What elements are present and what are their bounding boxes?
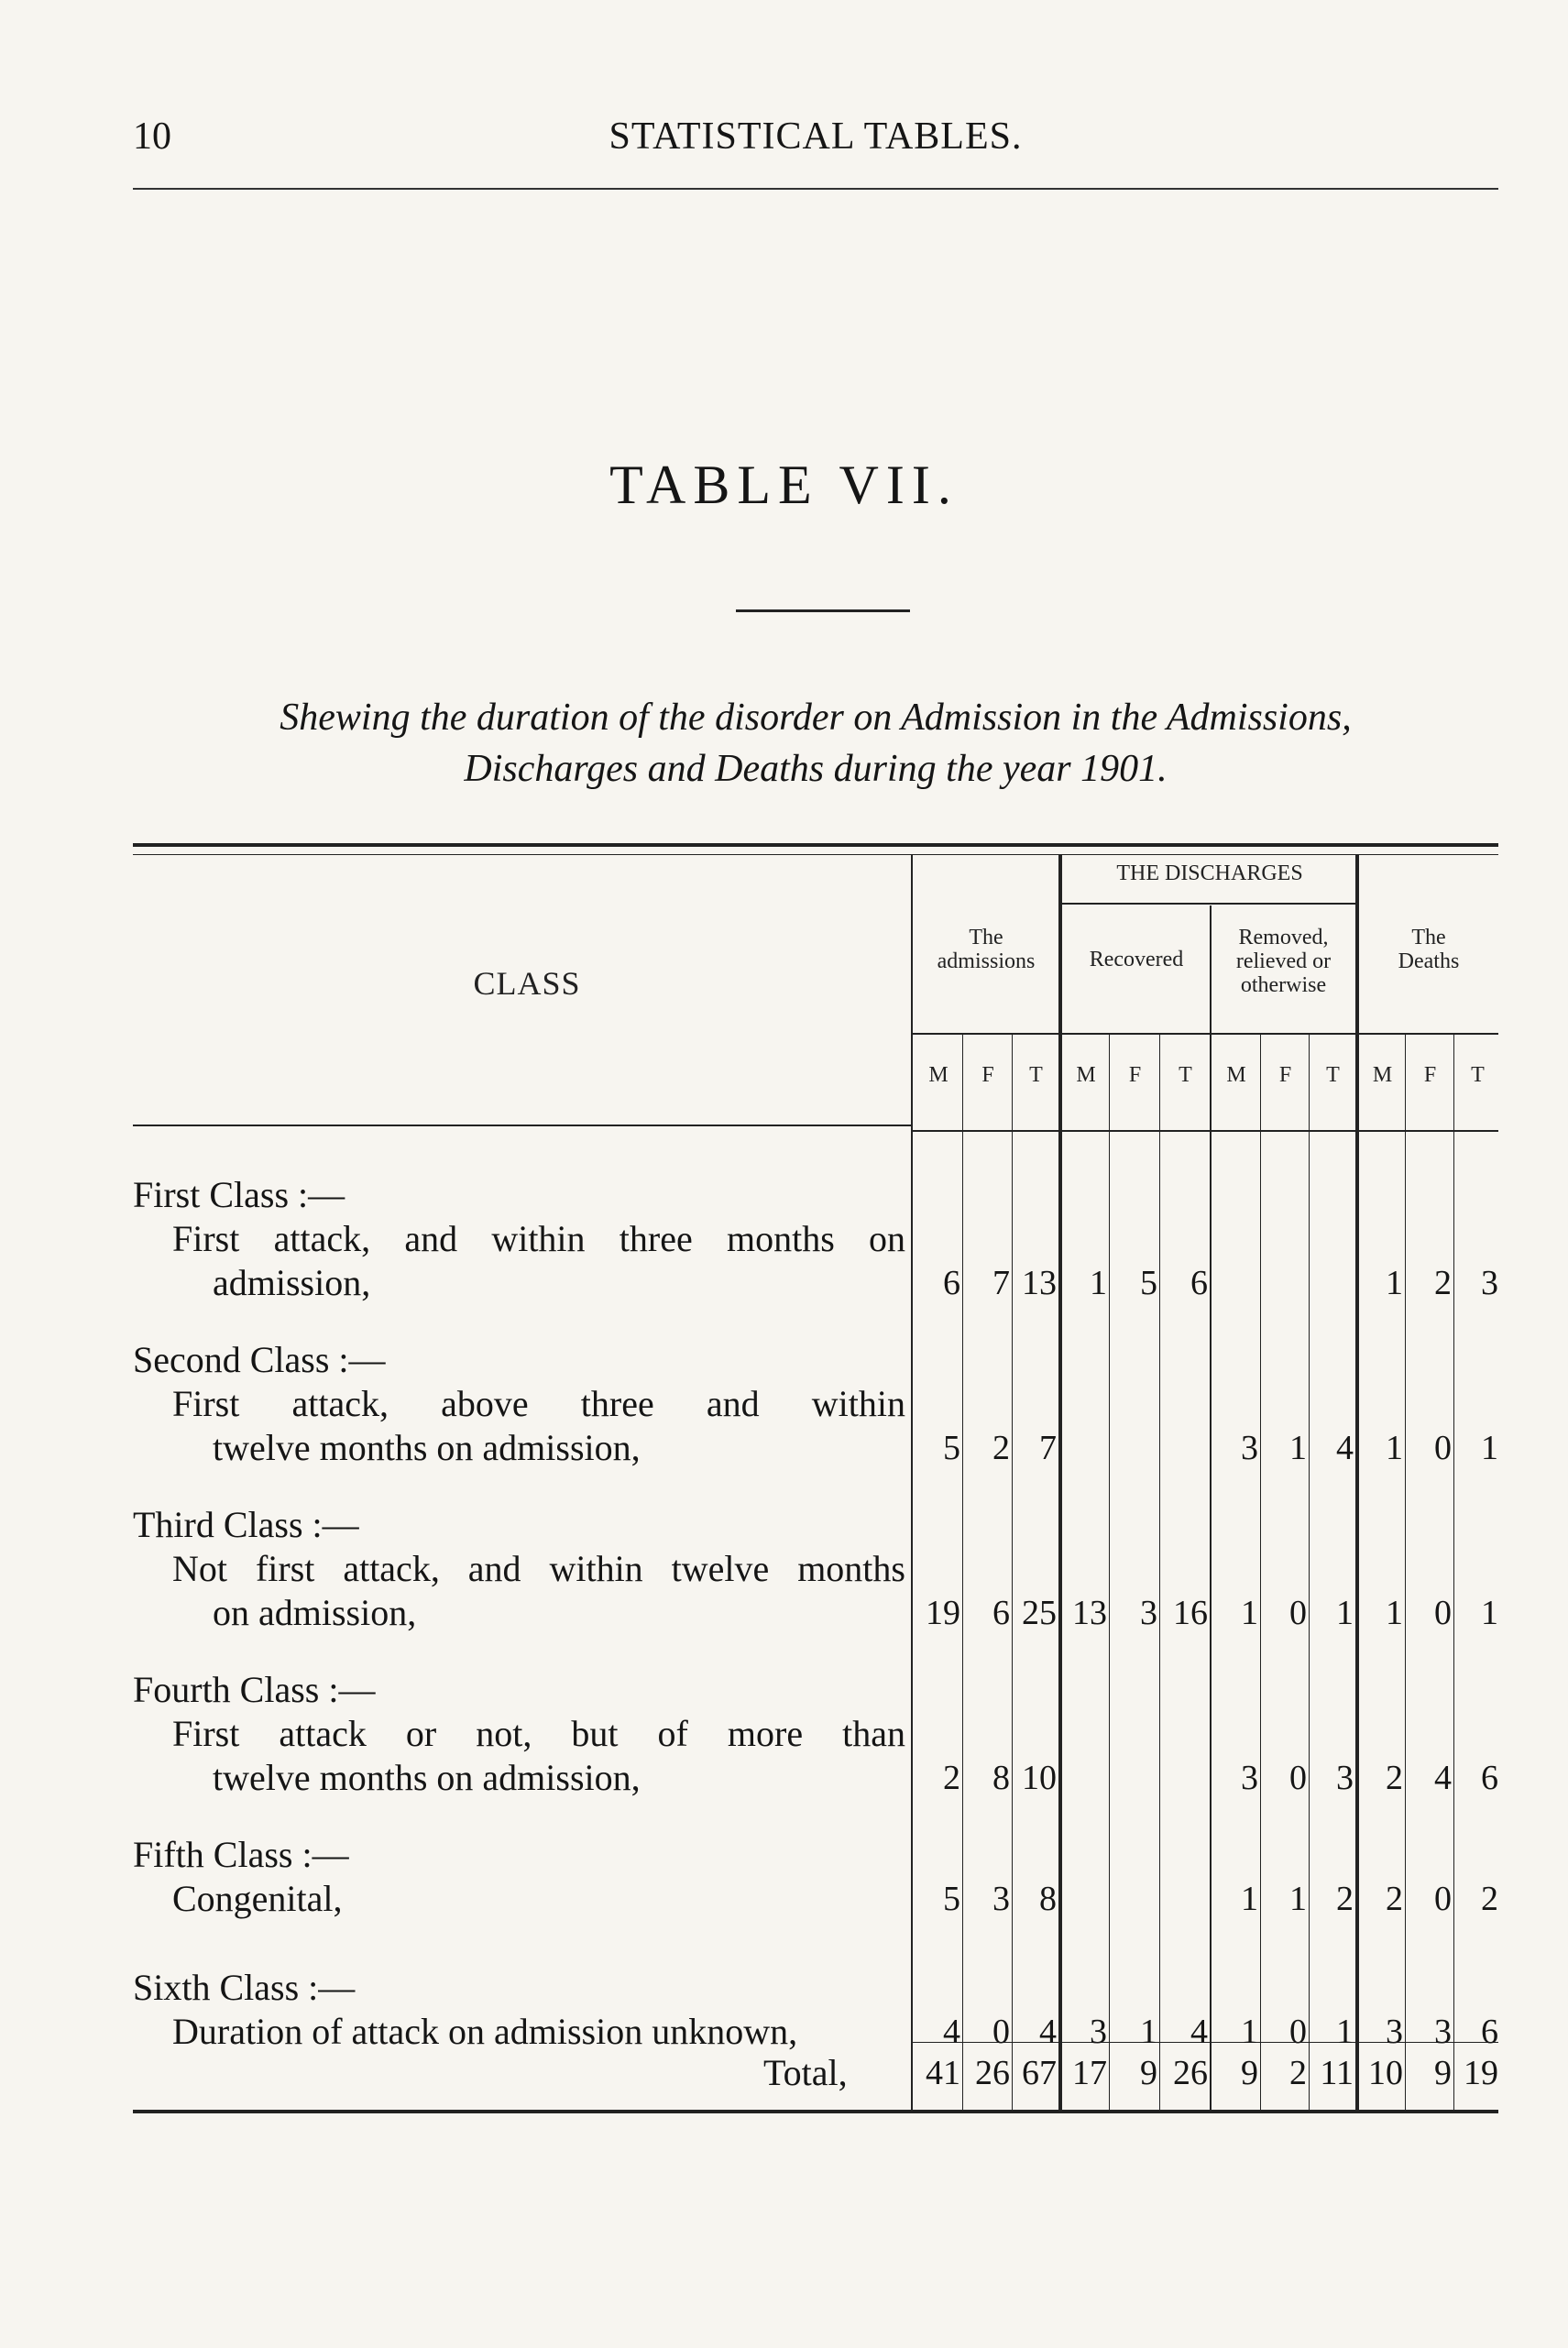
cell-rec-m: 1	[1090, 1264, 1107, 1302]
cell-dea-t: 1	[1481, 1594, 1498, 1632]
subheader-dea-f: F	[1423, 1063, 1437, 1087]
removed-header	[1212, 926, 1355, 997]
total-cell-rec-f: 9	[1140, 2054, 1157, 2092]
cell-dea-f: 0	[1434, 1429, 1452, 1467]
total-label: Total,	[763, 2052, 848, 2093]
caption-line-1: Shewing the duration of the disorder on Admission in the Admissions,	[280, 697, 1352, 739]
subheader-rem-f: F	[1278, 1063, 1292, 1087]
recovered-header: Recovered	[1089, 948, 1184, 971]
cell-dea-m: 3	[1386, 2013, 1403, 2051]
cell-rec-t: 6	[1190, 1264, 1208, 1302]
cell-adm-f: 0	[992, 2013, 1010, 2051]
cell-adm-t: 25	[1022, 1594, 1057, 1632]
col-rule-adm-m	[962, 1033, 963, 2110]
admissions-header-line-1: The	[969, 926, 1003, 949]
cell-adm-f: 6	[992, 1594, 1010, 1632]
row-description-line-1: Congenital,	[172, 1878, 343, 1919]
total-cell-rec-m: 17	[1072, 2054, 1107, 2092]
col-rule-rem-f	[1309, 1033, 1310, 2110]
admissions-header	[914, 926, 1058, 973]
row-description-line-1: Not first attack, and within twelve months	[172, 1548, 905, 1589]
total-cell-dea-t: 19	[1464, 2054, 1498, 2092]
cell-adm-m: 19	[926, 1594, 960, 1632]
table-bottom-rule	[133, 2110, 1498, 2113]
row-heading: Third Class :—	[133, 1504, 359, 1545]
deaths-header-line-2: Deaths	[1398, 949, 1460, 973]
total-cell-rem-t: 11	[1320, 2054, 1354, 2092]
cell-rem-m: 1	[1241, 1880, 1258, 1918]
row-description-line-1: Duration of attack on admission unknown,	[172, 2011, 798, 2052]
subheader-adm-f: F	[981, 1063, 994, 1087]
cell-adm-m: 5	[943, 1429, 960, 1467]
header-subrule	[912, 1033, 1498, 1035]
cell-rem-t: 2	[1336, 1880, 1354, 1918]
cell-dea-t: 6	[1481, 2013, 1498, 2051]
cell-rec-t: 4	[1190, 2013, 1208, 2051]
page-header	[133, 115, 1498, 170]
table-title: TABLE VII.	[609, 455, 959, 515]
col-rule-rec-m	[1109, 1033, 1110, 2110]
row-heading: Second Class :—	[133, 1339, 386, 1380]
deaths-header-line-1: The	[1411, 926, 1446, 949]
total-cell-rec-t: 26	[1173, 2054, 1208, 2092]
cell-rec-f: 5	[1140, 1264, 1157, 1302]
cell-rec-f: 1	[1140, 2013, 1157, 2051]
cell-rem-m: 3	[1241, 1429, 1258, 1467]
total-cell-dea-f: 9	[1434, 2054, 1452, 2092]
cell-rem-m: 1	[1241, 2013, 1258, 2051]
total-cell-adm-m: 41	[926, 2054, 960, 2092]
cell-dea-f: 3	[1434, 2013, 1452, 2051]
mft-underline	[912, 1130, 1498, 1132]
cell-rec-t: 16	[1173, 1594, 1208, 1632]
cell-rem-t: 3	[1336, 1759, 1354, 1797]
subheader-rec-t: T	[1179, 1063, 1192, 1087]
cell-rem-f: 1	[1289, 1880, 1307, 1918]
cell-dea-m: 1	[1386, 1264, 1403, 1302]
col-rule-discharges-left	[1058, 855, 1062, 2111]
cell-rem-f: 0	[1289, 1594, 1307, 1632]
admissions-header-line-2: admissions	[937, 949, 1036, 973]
row-heading: Sixth Class :—	[133, 1967, 356, 2008]
cell-dea-f: 2	[1434, 1264, 1452, 1302]
removed-header-line-1: Removed,	[1238, 926, 1329, 949]
cell-dea-t: 2	[1481, 1880, 1498, 1918]
cell-rem-t: 4	[1336, 1429, 1354, 1467]
subheader-rec-m: M	[1076, 1063, 1096, 1087]
class-column-header: CLASS	[473, 965, 581, 1002]
cell-rec-m: 13	[1072, 1594, 1107, 1632]
cell-dea-t: 6	[1481, 1759, 1498, 1797]
cell-dea-m: 1	[1386, 1429, 1403, 1467]
row-heading: Fourth Class :—	[133, 1669, 376, 1710]
cell-rem-t: 1	[1336, 1594, 1354, 1632]
removed-header-line-2: relieved or	[1235, 949, 1332, 973]
subheader-dea-m: M	[1372, 1063, 1393, 1087]
cell-rem-f: 0	[1289, 1759, 1307, 1797]
col-rule-deaths-left	[1355, 855, 1359, 2111]
row-description-line-2: twelve months on admission,	[213, 1757, 641, 1798]
cell-adm-f: 8	[992, 1759, 1010, 1797]
cell-adm-f: 2	[992, 1429, 1010, 1467]
cell-adm-m: 5	[943, 1880, 960, 1918]
col-rule-dea-m	[1405, 1033, 1406, 2110]
row-description-line-2: twelve months on admission,	[213, 1427, 641, 1468]
row-description-line-2: admission,	[213, 1262, 371, 1303]
row-description-line-1: First attack, and within three months on	[172, 1218, 905, 1259]
cell-dea-t: 1	[1481, 1429, 1498, 1467]
cell-dea-m: 2	[1386, 1880, 1403, 1918]
total-cell-rem-f: 2	[1289, 2054, 1307, 2092]
cell-adm-m: 4	[943, 2013, 960, 2051]
header-rule	[133, 188, 1498, 190]
row-heading: First Class :—	[133, 1174, 345, 1215]
cell-adm-m: 6	[943, 1264, 960, 1302]
removed-header-line-3: otherwise	[1240, 973, 1327, 997]
deaths-header	[1359, 926, 1498, 973]
page-number: 10	[133, 115, 171, 158]
col-rule-adm-f	[1012, 1033, 1013, 2110]
table-caption	[133, 692, 1498, 795]
cell-dea-f: 4	[1434, 1759, 1452, 1797]
col-rule-class-edge	[911, 855, 913, 2111]
cell-dea-f: 0	[1434, 1594, 1452, 1632]
cell-dea-m: 2	[1386, 1759, 1403, 1797]
cell-rem-f: 1	[1289, 1429, 1307, 1467]
cell-rec-m: 3	[1090, 2013, 1107, 2051]
cell-dea-t: 3	[1481, 1264, 1498, 1302]
subheader-rec-f: F	[1128, 1063, 1142, 1087]
row-description-line-2: on admission,	[213, 1592, 417, 1633]
row-heading: Fifth Class :—	[133, 1834, 349, 1875]
caption-line-2: Discharges and Deaths during the year 1901.	[464, 748, 1168, 790]
cell-rec-f: 3	[1140, 1594, 1157, 1632]
discharges-group-header: THE DISCHARGES	[1116, 861, 1303, 885]
cell-dea-m: 1	[1386, 1594, 1403, 1632]
cell-dea-f: 0	[1434, 1880, 1452, 1918]
cell-adm-f: 3	[992, 1880, 1010, 1918]
row-description-line-1: First attack, above three and within	[172, 1383, 905, 1424]
cell-adm-f: 7	[992, 1264, 1010, 1302]
total-cell-dea-m: 10	[1368, 2054, 1403, 2092]
subheader-dea-t: T	[1471, 1063, 1485, 1087]
total-cell-adm-t: 67	[1022, 2054, 1057, 2092]
col-rule-dea-f	[1453, 1033, 1454, 2110]
subheader-adm-m: M	[928, 1063, 948, 1087]
cell-rem-f: 0	[1289, 2013, 1307, 2051]
class-header-underline	[133, 1125, 912, 1126]
cell-adm-t: 4	[1039, 2013, 1057, 2051]
row-description-line-1: First attack or not, but of more than	[172, 1713, 905, 1754]
table-top-rule-thin	[133, 854, 1498, 855]
table-top-rule	[133, 843, 1498, 847]
cell-adm-m: 2	[943, 1759, 960, 1797]
cell-adm-t: 10	[1022, 1759, 1057, 1797]
cell-adm-t: 13	[1022, 1264, 1057, 1302]
col-rule-rec-f	[1159, 1033, 1160, 2110]
cell-rem-m: 3	[1241, 1759, 1258, 1797]
title-rule	[736, 609, 910, 612]
col-rule-rem-m	[1260, 1033, 1261, 2110]
total-cell-adm-f: 26	[975, 2054, 1010, 2092]
discharges-underline	[1061, 903, 1357, 905]
subheader-adm-t: T	[1029, 1063, 1043, 1087]
running-title: STATISTICAL TABLES.	[609, 115, 1023, 158]
cell-rem-m: 1	[1241, 1594, 1258, 1632]
cell-adm-t: 8	[1039, 1880, 1057, 1918]
subheader-rem-t: T	[1326, 1063, 1340, 1087]
cell-adm-t: 7	[1039, 1429, 1057, 1467]
total-cell-rem-m: 9	[1241, 2054, 1258, 2092]
cell-rem-t: 1	[1336, 2013, 1354, 2051]
subheader-rem-m: M	[1226, 1063, 1246, 1087]
